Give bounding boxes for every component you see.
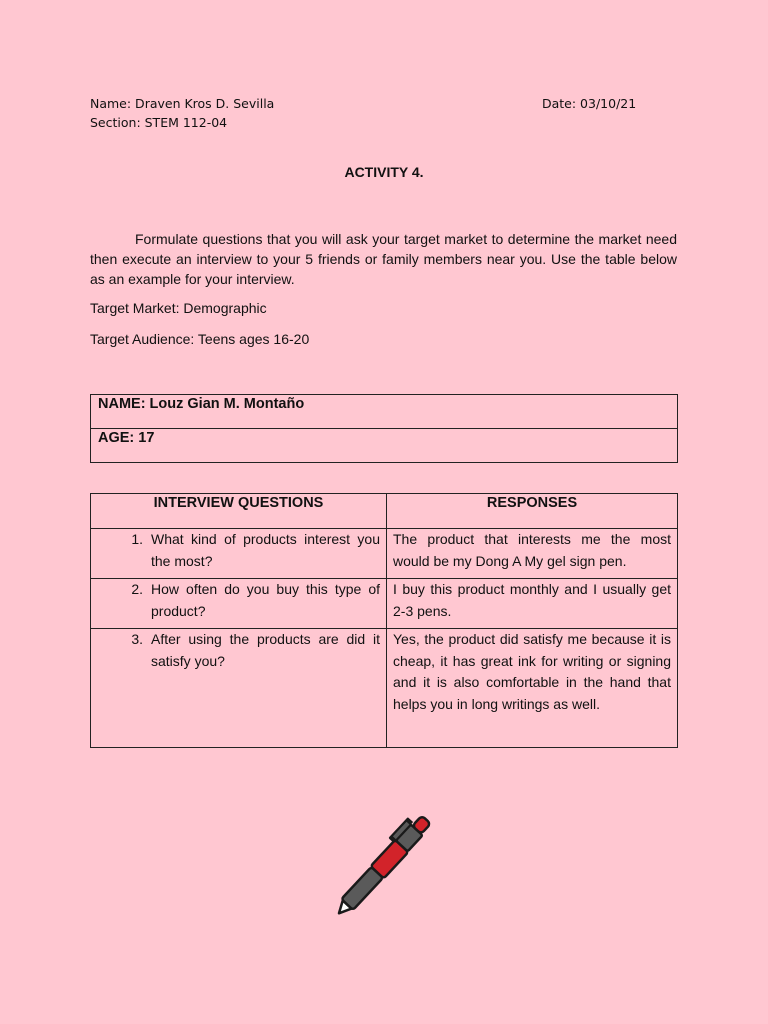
question-cell [91,529,387,579]
response-cell: Yes, the product did satisfy me because it is cheap, it has great ink for writing or signing and it is also comfortable in the hand that helps you in long writings as well. [387,629,678,748]
respondent-age: AGE: 17 [91,429,678,463]
student-info [90,94,274,132]
question-number: 3. [131,631,143,647]
respondent-age-row [91,429,678,463]
response-cell: The product that interests me the most would be my Dong A My gel sign pen. [387,529,678,579]
question-text: What kind of products interest you the most? [151,531,380,569]
instructions-paragraph: Formulate questions that you will ask your target market to determine the market need then execute an interview to your 5 friends or family members near you. Use the table below as an example for your interview. [90,231,677,287]
question-number: 1. [131,531,143,547]
respondent-table [90,394,678,463]
questions-header: INTERVIEW QUESTIONS [91,494,387,529]
date: Date: 03/10/21 [542,96,637,111]
student-section: Section: STEM 112-04 [90,115,228,130]
question-number: 2. [131,581,143,597]
question-cell [91,629,387,748]
target-audience: Target Audience: Teens ages 16-20 [90,331,310,347]
target-market: Target Market: Demographic [90,300,267,316]
question-cell [91,579,387,629]
respondent-name-row [91,395,678,429]
interview-table [90,493,678,748]
table-row [91,579,678,629]
responses-header: RESPONSES [387,494,678,529]
response-cell: I buy this product monthly and I usually get 2-3 pens. [387,579,678,629]
respondent-name: NAME: Louz Gian M. Montaño [91,395,678,429]
table-row [91,529,678,579]
page-title: ACTIVITY 4. [344,164,424,180]
interview-header-row [91,494,678,529]
pen-icon [328,808,440,922]
table-row [91,629,678,748]
question-text: After using the products are did it satisfy you? [151,631,380,669]
question-text: How often do you buy this type of product? [151,581,380,619]
student-name: Name: Draven Kros D. Sevilla [90,96,275,111]
